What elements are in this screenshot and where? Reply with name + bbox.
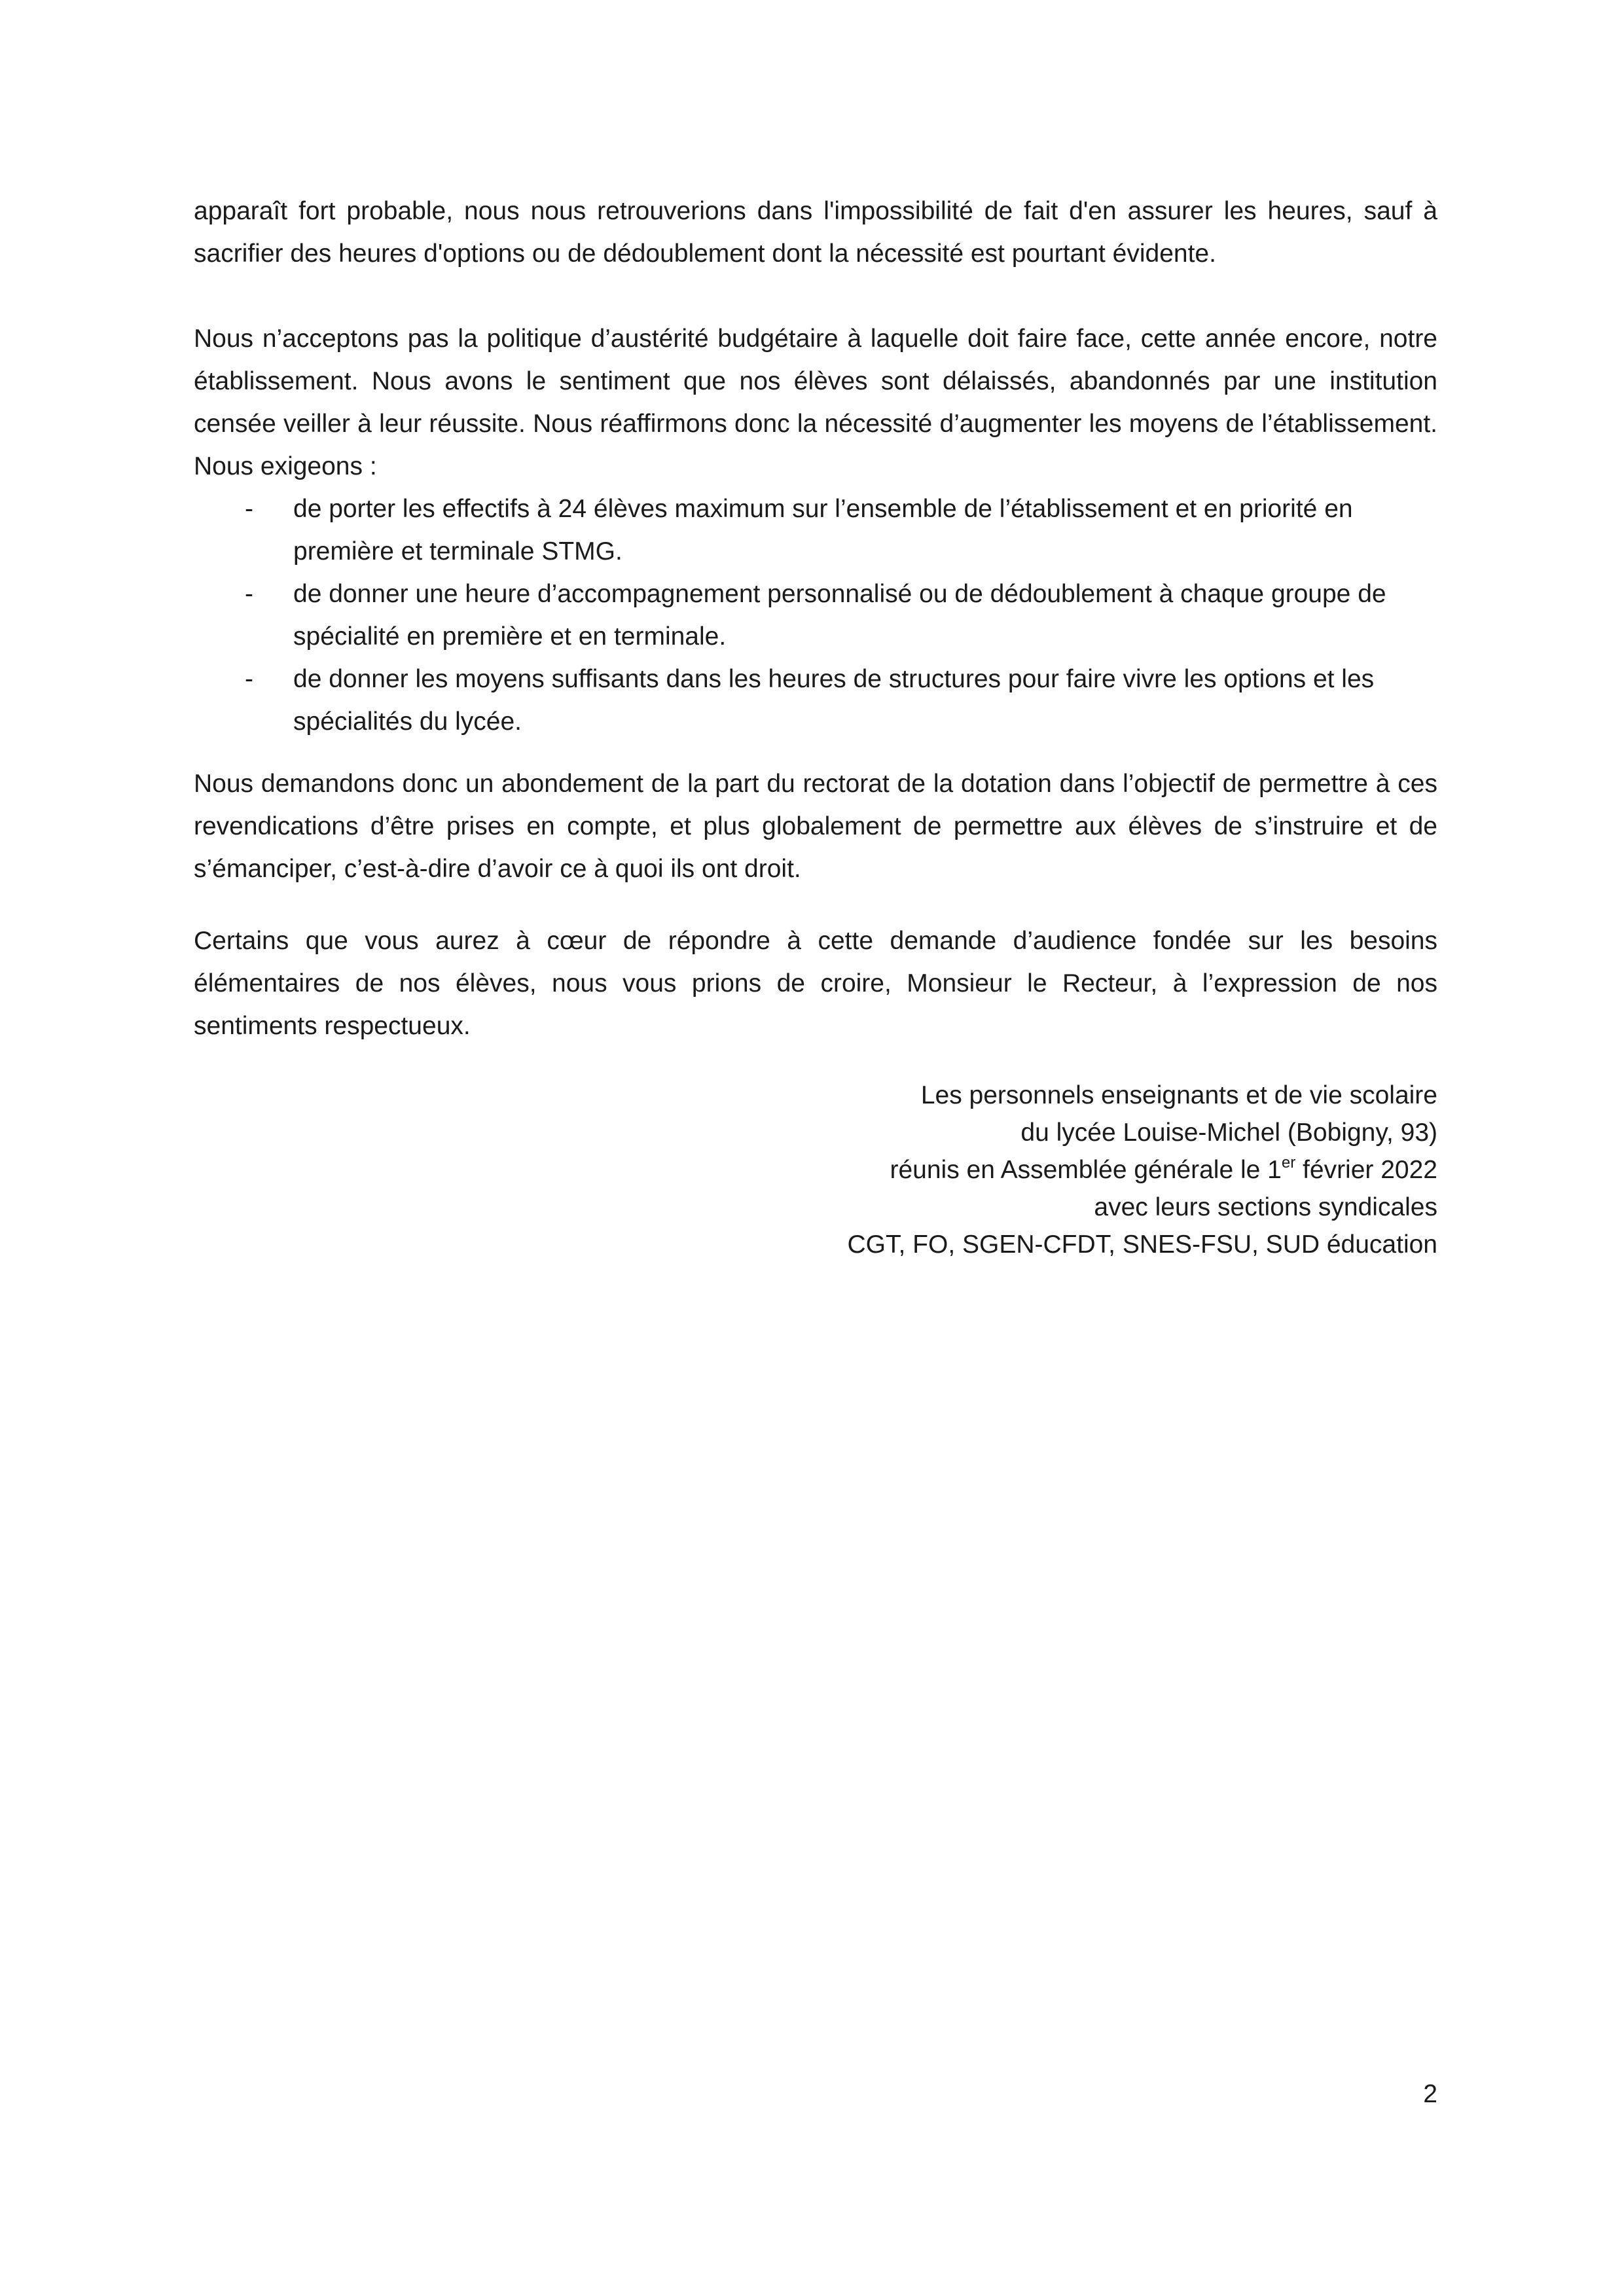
paragraph-continuation: apparaît fort probable, nous nous retrouverions dans l'impossibilité de fait d'en assurer les heures, sauf à sacrifier des heures d'options ou de dédoublement dont la nécessité est pourtant évidente. [194,197,1437,268]
page-number: 2 [1423,2080,1437,2108]
list-bullet: - [245,495,253,523]
date-text: réunis en Assemblée générale le 1 [890,1156,1282,1184]
paragraph-request: Nous demandons donc un abondement de la part du rectorat de la dotation dans l’objectif de permettre à ces revendications d’être prises en compte, et plus globalement de permettre aux élèves de s’instruire et de s’émanciper, c’est-à-dire d’avoir ce à quoi ils ont droit. [194,770,1437,883]
signature-line-date [847,1151,1437,1189]
signature-line: du lycée Louise-Michel (Bobigny, 93) [1020,1119,1437,1147]
demands-list [194,488,1437,743]
list-item-text: de porter les effectifs à 24 élèves maximum sur l’ensemble de l’établissement et en priorité en première et terminale STMG. [293,495,1353,565]
list-item-text: de donner les moyens suffisants dans les heures de structures pour faire vivre les options et les spécialités du lycée. [293,665,1375,736]
signature-line: Les personnels enseignants et de vie scolaire [920,1081,1437,1109]
list-item-text: de donner une heure d’accompagnement personnalisé ou de dédoublement à chaque groupe de spécialité en première et en terminale. [293,580,1386,651]
list-item [194,658,1437,743]
paragraph-closing: Certains que vous aurez à cœur de répondre à cette demande d’audience fondée sur les besoins élémentaires de nos élèves, nous vous prions de croire, Monsieur le Recteur, à l’expression de nos sentiments respectueux. [194,927,1437,1040]
signature-line-unions: CGT, FO, SGEN-CFDT, SNES-FSU, SUD éducation [847,1230,1437,1259]
signature-line: avec leurs sections syndicales [1094,1193,1437,1221]
list-item [194,573,1437,658]
signature-block [847,1077,1437,1263]
list-item [194,488,1437,573]
ordinal-suffix: er [1281,1154,1296,1172]
list-bullet: - [245,665,253,693]
paragraph-austerity: Nous n’acceptons pas la politique d’austérité budgétaire à laquelle doit faire face, cette année encore, notre établissement. Nous avons le sentiment que nos élèves sont délaissés, abandonnés par une institution censée veiller à leur réussite. Nous réaffirmons donc la nécessité d’augmenter les moyens de l’établissement. Nous exigeons : [194,325,1437,480]
list-bullet: - [245,580,253,608]
date-text-end: février 2022 [1295,1156,1437,1184]
